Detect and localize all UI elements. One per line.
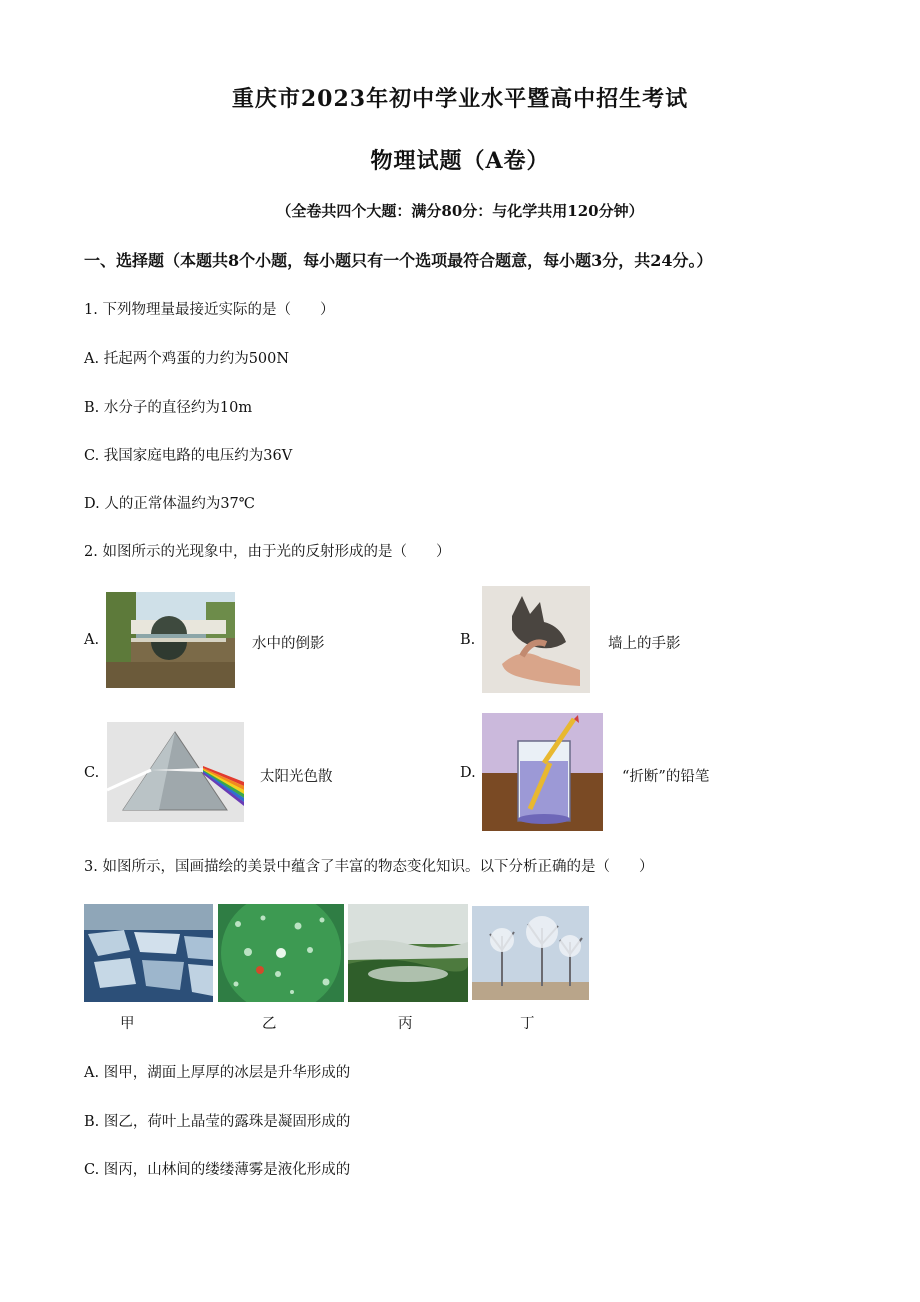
q2-option-c-caption: 太阳光色散 bbox=[260, 769, 333, 785]
question-2-stem: 2. 如图所示的光现象中，由于光的反射形成的是（ ） bbox=[84, 544, 451, 560]
q1-option-a: A. 托起两个鸡蛋的力约为500N bbox=[84, 351, 290, 367]
q2-option-a-caption: 水中的倒影 bbox=[252, 636, 325, 652]
exam-title: 重庆市2023年初中学业水平暨高中招生考试 bbox=[231, 86, 689, 112]
exam-note: （全卷共四个大题：满分80分：与化学共用120分钟） bbox=[276, 202, 644, 220]
pencil-in-water-image bbox=[482, 713, 603, 831]
prism-dispersion-image bbox=[107, 722, 244, 822]
bridge-reflection-image bbox=[106, 592, 235, 688]
picture-label-bing: 丙 bbox=[398, 1016, 413, 1032]
q1-option-c: C. 我国家庭电路的电压约为36V bbox=[84, 448, 293, 464]
q2-option-d-letter: D. bbox=[460, 765, 476, 781]
dew-on-leaf-image bbox=[218, 904, 344, 1002]
q2-option-b-letter: B. bbox=[460, 632, 476, 648]
section-heading: 一、选择题（本题共8个小题，每小题只有一个选项最符合题意，每小题3分，共24分。） bbox=[84, 251, 713, 270]
q2-option-b-caption: 墙上的手影 bbox=[608, 636, 681, 652]
hand-shadow-image bbox=[482, 586, 590, 693]
picture-label-jia: 甲 bbox=[120, 1016, 135, 1032]
q3-option-b: B. 图乙，荷叶上晶莹的露珠是凝固形成的 bbox=[84, 1114, 351, 1130]
exam-subtitle: 物理试题（A卷） bbox=[370, 148, 550, 174]
ice-lake-image bbox=[84, 904, 213, 1002]
picture-label-ding: 丁 bbox=[520, 1016, 535, 1032]
question-3-stem: 3. 如图所示，国画描绘的美景中蕴含了丰富的物态变化知识。以下分析正确的是（ ） bbox=[84, 859, 654, 875]
q3-option-a: A. 图甲，湖面上厚厚的冰层是升华形成的 bbox=[84, 1065, 351, 1081]
question-1-stem: 1. 下列物理量最接近实际的是（ ） bbox=[84, 302, 335, 318]
picture-label-yi: 乙 bbox=[262, 1016, 277, 1032]
q2-option-a-letter: A. bbox=[84, 632, 100, 648]
q2-option-c-letter: C. bbox=[84, 765, 100, 781]
frosted-trees-image bbox=[472, 906, 589, 1000]
q1-option-d: D. 人的正常体温约为37℃ bbox=[84, 496, 255, 512]
q3-option-c: C. 图丙，山林间的缕缕薄雾是液化形成的 bbox=[84, 1162, 351, 1178]
q2-option-d-caption: “折断”的铅笔 bbox=[622, 769, 710, 785]
foggy-forest-image bbox=[348, 904, 468, 1002]
q1-option-b: B. 水分子的直径约为10m bbox=[84, 400, 253, 416]
